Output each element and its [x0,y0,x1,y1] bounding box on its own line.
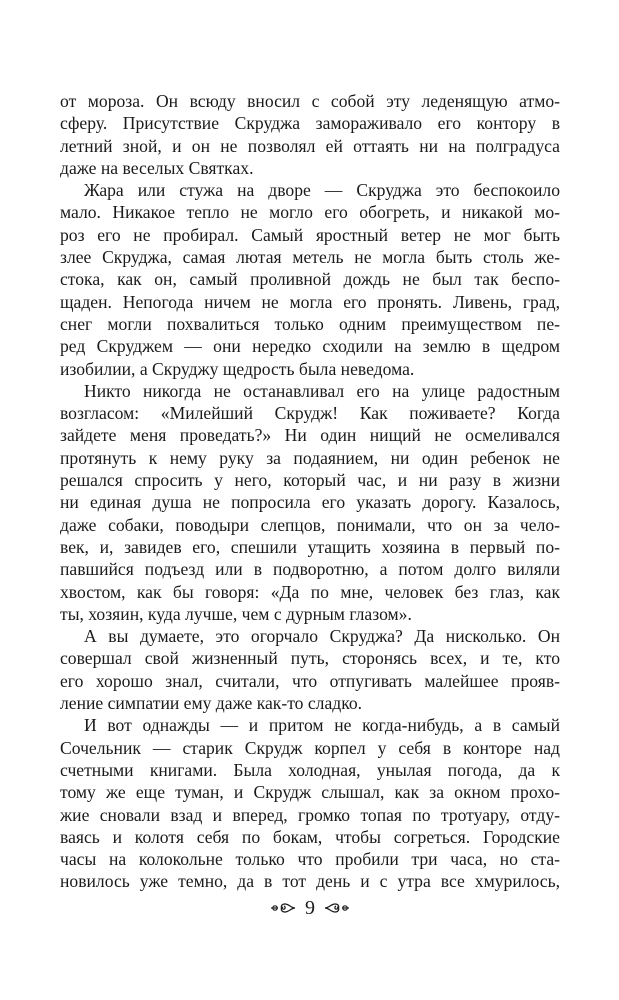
text-line: мало. Никакое тепло не могло его обогреть, и никакой мо- [60,202,560,223]
text-line: стока, как он, самый проливной дождь не был так беспо- [60,269,560,290]
text-line: ни единая душа не попросила его указать дорогу. Казалось, [60,492,560,513]
text-line: изобилии, а Скруджу щедрость была неведома. [60,358,415,379]
text-line: павшийся подъезд или в подворотню, а потом долго виляли [60,559,560,580]
text-line: век, и, завидев его, спешили утащить хозяина в первый по- [60,536,560,557]
text-line: Жара или стужа на дворе — Скруджа это беспокоило [84,180,560,201]
text-line: ред Скруджем — они нередко сходили на землю в щедром [60,336,560,357]
page-footer [60,895,560,921]
text-line: щаден. Непогода ничем не могла его пронять. Ливень, град, [60,291,560,312]
text-line: протянуть к нему руку за подаянием, ни один ребенок не [60,447,560,468]
text-line: хвостом, как бы говоря: «Да по мне, человек без глаз, как [60,581,560,602]
page-number: 9 [305,896,315,919]
text-line: возгласом: «Милейший Скрудж! Как поживаете? Когда [60,403,560,424]
text-line: летний зной, и он не позволял ей оттаять ни на полградуса [60,135,560,156]
text-line: ваясь и колотя себя по бокам, чтобы согреться. Городские [60,826,560,847]
text-line: ление симпатии ему даже как-то сладко. [60,693,363,714]
flourish-ornament-icon [269,900,297,916]
text-line: роз его не пробирал. Самый яростный ветер не мог быть [60,224,560,245]
text-line: тому же еще туман, и Скрудж слышал, как за окном прохо- [60,782,560,803]
text-line: ты, хозяин, куда лучше, чем с дурным глазом». [60,603,412,624]
text-line: счетными книгами. Была холодная, унылая погода, да к [60,759,560,780]
book-page [60,90,560,990]
body-text [60,90,560,893]
text-line: сферу. Присутствие Скруджа замораживало его контору в [60,113,560,134]
text-line: даже на веселых Святках. [60,157,254,178]
text-line: зайдете меня проведать?» Ни один нищий не осмеливался [60,425,560,446]
text-line: решался спросить у него, который час, и ни разу в жизни [60,470,560,491]
text-line: новилось уже темно, да в тот день и с утра все хмурилось, [60,871,560,892]
text-line: совершал свой жизненный путь, сторонясь всех, и те, кто [60,648,560,669]
text-line: его хорошо знал, считали, что отпугивать малейшее прояв- [60,670,560,691]
text-line: жие сновали взад и вперед, громко топая по тротуару, отду- [60,804,560,825]
text-line: И вот однажды — и притом не когда-нибудь, а в самый [84,715,560,736]
text-line: даже собаки, поводыри слепцов, понимали, что он за чело- [60,514,560,535]
text-line: злее Скруджа, самая лютая метель не могла быть столь же- [60,247,560,268]
text-line: снег могли похвалиться только одним преимуществом пе- [60,313,560,334]
text-line: от мороза. Он всюду вносил с собой эту леденящую атмо- [60,91,560,111]
text-line: часы на колокольне только что пробили три часа, но ста- [60,849,560,870]
flourish-ornament-icon [323,900,351,916]
text-line: А вы думаете, это огорчало Скруджа? Да нисколько. Он [84,626,560,647]
text-line: Сочельник — старик Скрудж корпел у себя в конторе над [60,737,560,758]
text-line: Никто никогда не останавливал его на улице радостным [84,380,560,401]
